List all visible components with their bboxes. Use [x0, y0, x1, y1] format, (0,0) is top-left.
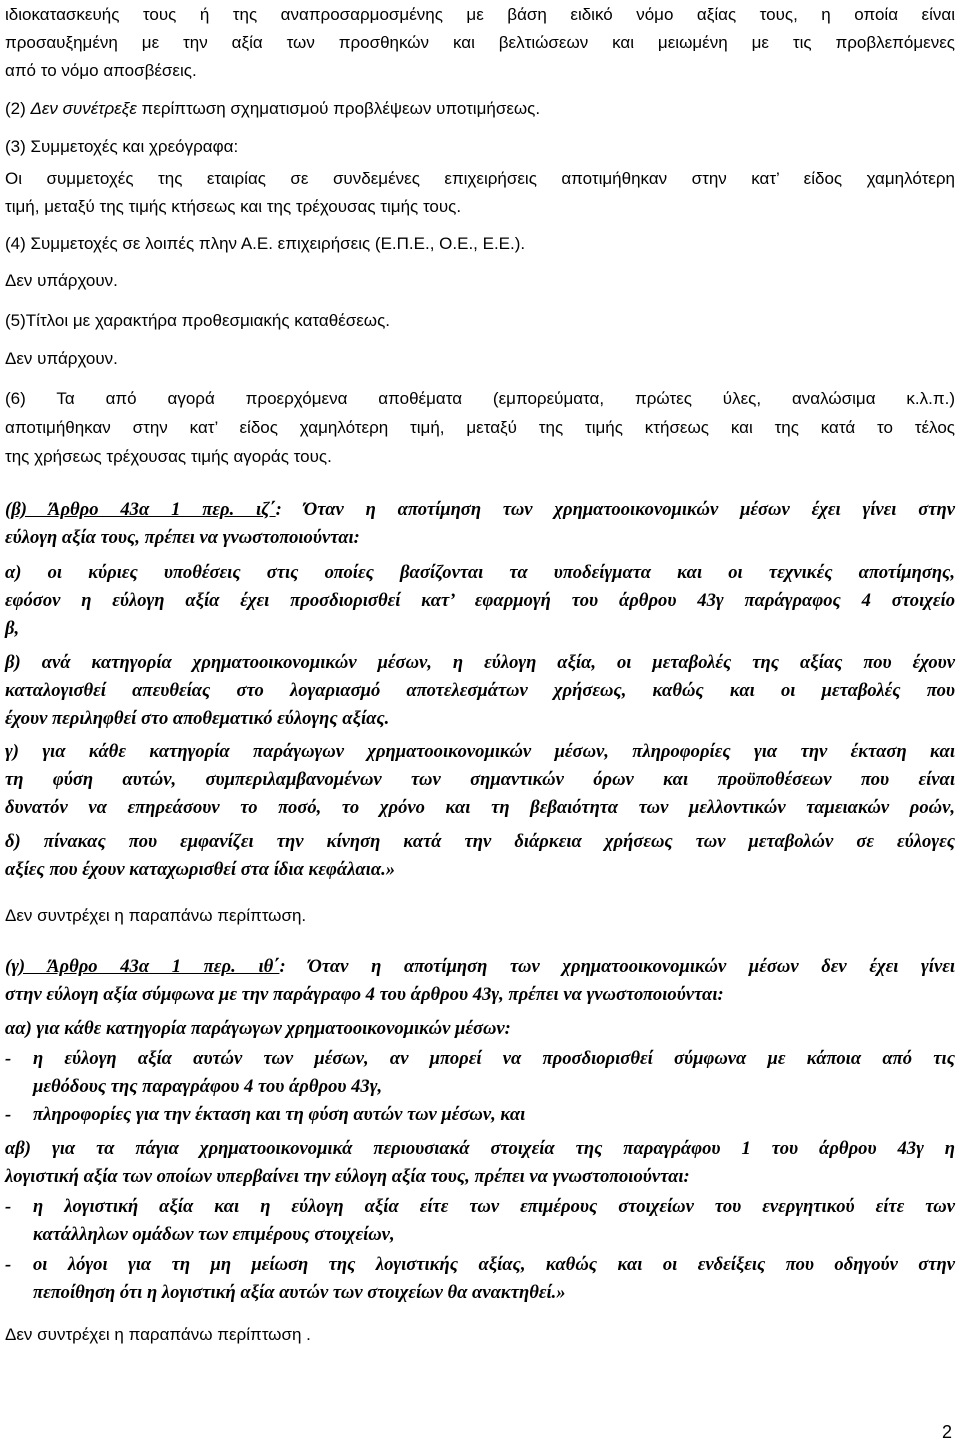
beta-note: Δεν συντρέχει η παραπάνω περίπτωση.	[5, 906, 307, 925]
gamma-note: Δεν συντρέχει η παραπάνω περίπτωση .	[5, 1325, 311, 1344]
gamma-ab-line-1: αβ) για τα πάγια χρηματοοικονομικά περιουσιακά στοιχεία της παραγράφου 1 του άρθρου 43γ η	[5, 1138, 955, 1159]
beta-b-line-1: β) ανά κατηγορία χρηματοοικονομικών μέσων, η εύλογη αξία, οι μεταβολές της αξίας που έχουν	[5, 652, 955, 673]
beta-c-line-3: δυνατόν να επηρεάσουν το ποσό, το χρόνο και τη βεβαιότητα των μελλοντικών ταμειακών ροών,	[5, 797, 955, 818]
beta-a-line-2: εφόσον η εύλογη αξία έχει προσδιορισθεί κατ’ εφαρμογή του άρθρου 43γ παράγραφος 4 στοιχείο	[5, 590, 955, 611]
dash-bullet: -	[5, 1254, 12, 1275]
item-6-line-2: αποτιμήθηκαν στην κατ’ είδος χαμηλότερη τιμή, μεταξύ της τιμής κτήσεως και της κατά το τέλος	[5, 418, 955, 437]
section-gamma-heading: (γ) Άρθρο 43α 1 περ. ιθ΄: Όταν η αποτίμηση των χρηματοοικονομικών μέσων δεν έχει γίνει	[5, 956, 955, 977]
gamma-aa-item-1-line-2: μεθόδους της παραγράφου 4 του άρθρου 43γ,	[33, 1076, 383, 1097]
item-4-heading: (4) Συμμετοχές σε λοιπές πλην Α.Ε. επιχειρήσεις (Ε.Π.Ε., Ο.Ε., Ε.Ε.).	[5, 234, 526, 253]
beta-b-line-2: καταλογισθεί απευθείας στο λογαριασμό αποτελεσμάτων χρήσεως, καθώς και οι μεταβολές που	[5, 680, 955, 701]
section-beta-line-2: εύλογη αξία τους, πρέπει να γνωστοποιούνται:	[5, 527, 360, 548]
section-beta-heading: (β) Άρθρο 43α 1 περ. ιζ΄: Όταν η αποτίμηση των χρηματοοικονομικών μέσων έχει γίνει στην	[5, 499, 955, 520]
beta-b-line-3: έχουν περιληφθεί στο αποθεματικό εύλογης αξίας.	[5, 708, 390, 729]
dash-bullet: -	[5, 1104, 12, 1125]
item-3-line-2: τιμή, μεταξύ της τιμής κτήσεως και της τρέχουσας τιμής τους.	[5, 197, 462, 216]
beta-d-line-1: δ) πίνακας που εμφανίζει την κίνηση κατά την διάρκεια χρήσεως των μεταβολών σε εύλογες	[5, 831, 955, 852]
item-4-body: Δεν υπάρχουν.	[5, 271, 118, 290]
page-number: 2	[941, 1422, 952, 1442]
gamma-aa-item-1-line-1: η εύλογη αξία αυτών των μέσων, αν μπορεί να προσδιορισθεί σύμφωνα με κάποια από τις	[33, 1048, 955, 1069]
dash-bullet: -	[5, 1196, 12, 1217]
beta-c-line-2: τη φύση αυτών, συμπεριλαμβανομένων των σημαντικών όρων και προϋποθέσεων που είναι	[5, 769, 955, 790]
intro-line-1: ιδιοκατασκευής τους ή της αναπροσαρμοσμένης με βάση ειδικό νόμο αξίας τους, η οποία είναι	[5, 5, 955, 24]
gamma-ab-item-1-line-1: η λογιστική αξία και η εύλογη αξία είτε των επιμέρους στοιχείων του ενεργητικού είτε των	[33, 1196, 955, 1217]
item-6-line-3: της χρήσεως τρέχουσας τιμής αγοράς τους.	[5, 447, 332, 466]
gamma-ab-item-2-line-1: οι λόγοι για τη μη μείωση της λογιστικής αξίας, καθώς και οι ενδείξεις που οδηγούν στην	[33, 1254, 955, 1275]
intro-line-2: προσαυξημένη με την αξία των προσθηκών και βελτιώσεων και μειωμένη με τις προβλεπόμενες	[5, 33, 955, 52]
gamma-ab-item-2-line-2: πεποίθηση ότι η λογιστική αξία αυτών των στοιχείων θα ανακτηθεί.»	[33, 1282, 566, 1303]
item-5-heading: (5)Τίτλοι με χαρακτήρα προθεσμιακής καταθέσεως.	[5, 311, 390, 330]
section-gamma-line-2: στην εύλογη αξία σύμφωνα με την παράγραφο 4 του άρθρου 43γ, πρέπει να γνωστοποιούνται:	[5, 984, 724, 1005]
beta-d-line-2: αξίες που έχουν καταχωρισθεί στα ίδια κεφάλαια.»	[5, 859, 396, 880]
beta-a-line-1: α) οι κύριες υποθέσεις στις οποίες βασίζονται τα υποδείγματα και οι τεχνικές αποτίμησης,	[5, 562, 955, 583]
beta-c-line-1: γ) για κάθε κατηγορία παράγωγων χρηματοοικονομικών μέσων, πληροφορίες για την έκταση και	[5, 741, 955, 762]
item-2: (2) Δεν συνέτρεξε περίπτωση σχηματισμού προβλέψεων υποτιμήσεως.	[5, 99, 541, 118]
gamma-aa-item-2-text: πληροφορίες για την έκταση και τη φύση αυτών των μέσων, και	[33, 1104, 526, 1125]
beta-a-line-3: β,	[5, 618, 20, 639]
intro-line-3: από το νόμο αποσβέσεις.	[5, 61, 197, 80]
item-3-line-1: Οι συμμετοχές της εταιρίας σε συνδεμένες επιχειρήσεις αποτιμήθηκαν στην κατ’ είδος χαμηλότερη	[5, 169, 955, 188]
item-6-line-1: (6) Τα από αγορά προερχόμενα αποθέματα (εμπορεύματα, πρώτες ύλες, αναλώσιμα κ.λ.π.)	[5, 389, 955, 408]
gamma-ab-item-1-line-2: κατάλληλων ομάδων των επιμέρους στοιχείων,	[33, 1224, 395, 1245]
dash-bullet: -	[5, 1048, 12, 1069]
item-5-body: Δεν υπάρχουν.	[5, 349, 118, 368]
gamma-aa-heading: αα) για κάθε κατηγορία παράγωγων χρηματοοικονομικών μέσων:	[5, 1018, 511, 1039]
item-3-heading: (3) Συμμετοχές και χρεόγραφα:	[5, 137, 239, 156]
gamma-ab-line-2: λογιστική αξία των οποίων υπερβαίνει την εύλογη αξία τους, πρέπει να γνωστοποιούνται:	[5, 1166, 690, 1187]
